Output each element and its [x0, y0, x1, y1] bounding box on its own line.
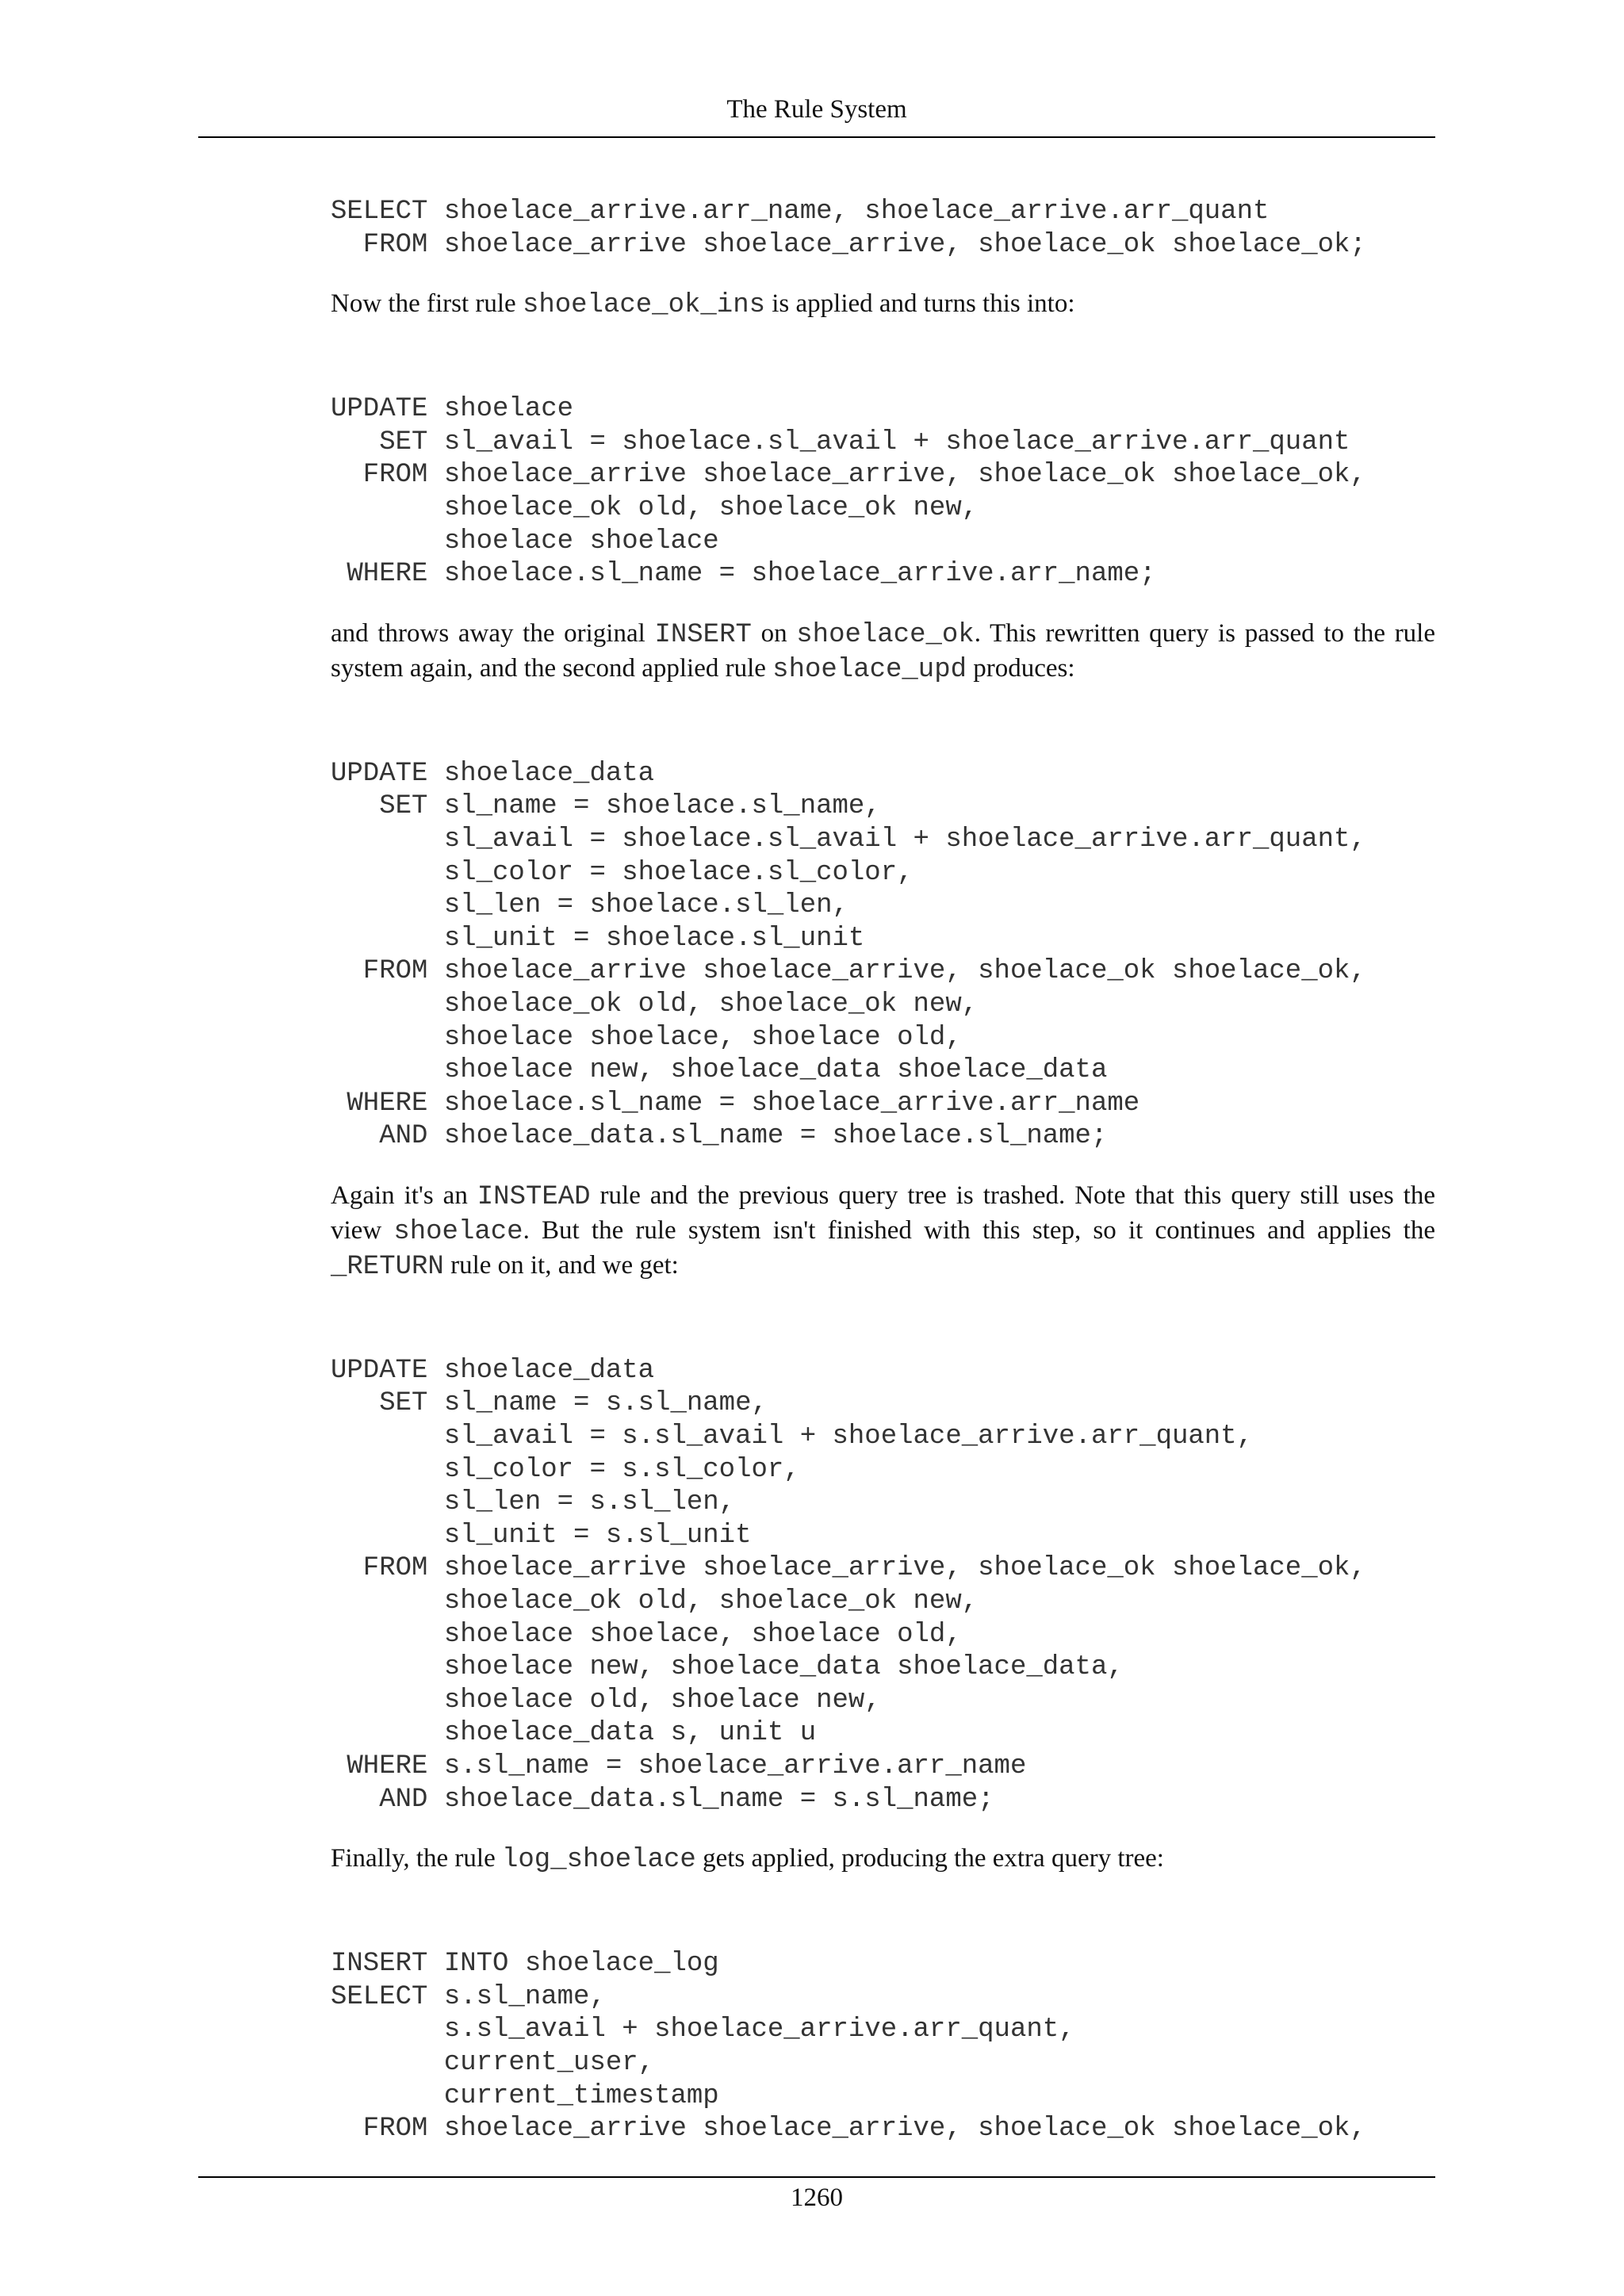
- spacer: [331, 591, 1435, 617]
- inline-code: INSTEAD: [477, 1181, 591, 1212]
- paragraph-instead-rule: [331, 1179, 1435, 1284]
- code-block-select: SELECT shoelace_arrive.arr_name, shoelace_arrive.arr_quant FROM shoelace_arrive shoelace_arrive, shoelace_ok shoelace_ok;: [331, 197, 1366, 260]
- paragraph-log-shoelace: [331, 1842, 1435, 1877]
- running-header: The Rule System: [726, 95, 907, 124]
- paragraph-text: rule and the previous query tree is trashed. Note that this query still uses the view: [331, 1181, 1435, 1245]
- paragraph-first-rule: [331, 287, 1435, 322]
- inline-code: shoelace_ok: [796, 619, 975, 650]
- spacer: [331, 1154, 1435, 1179]
- inline-code: log_shoelace: [501, 1845, 696, 1876]
- paragraph-text: Again it's an: [331, 1181, 477, 1210]
- spacer: [331, 1816, 1435, 1842]
- header-rule: [198, 136, 1435, 138]
- code-block-update-shoelace-data: UPDATE shoelace_data SET sl_name = shoelace.sl_name, sl_avail = shoelace.sl_avail + shoelace_arrive.arr_quant, sl_color = shoelace.sl_color, sl_len = shoelace.sl_len, sl_unit = shoelace.sl_unit FROM shoelace_arrive shoelace_arrive, shoelace_ok shoelace_ok, shoelace_ok old, shoelace_ok new, shoelace shoelace, shoelace old, shoelace new, shoelace_data shoelace_data WHERE shoelace.sl_name = shoelace_arrive.arr_name AND shoelace_data.sl_name = shoelace.sl_name;: [331, 758, 1366, 1152]
- paragraph-text: on: [751, 618, 797, 648]
- paragraph-text: gets applied, producing the extra query tree:: [695, 1844, 1164, 1873]
- paragraph-text: Now the first rule: [331, 289, 523, 319]
- paragraph-throws-away: [331, 617, 1435, 687]
- page-number: 1260: [791, 2183, 843, 2212]
- spacer: [331, 1877, 1435, 1948]
- paragraph-text: and throws away the original: [331, 618, 655, 648]
- code-block-insert-log: INSERT INTO shoelace_log SELECT s.sl_name, s.sl_avail + shoelace_arrive.arr_quant, current_user, current_timestamp FROM shoelace_arrive shoelace_arrive, shoelace_ok shoelace_ok,: [331, 1949, 1366, 2145]
- inline-code: shoelace: [393, 1216, 523, 1247]
- spacer: [331, 262, 1435, 287]
- inline-code: INSERT: [654, 619, 752, 650]
- paragraph-text: . But the rule system isn't finished with this step, so it continues and applies the: [523, 1215, 1435, 1245]
- inline-code: shoelace_upd: [772, 654, 967, 685]
- code-block-update-shoelace: UPDATE shoelace SET sl_avail = shoelace.sl_avail + shoelace_arrive.arr_quant FROM shoelace_arrive shoelace_arrive, shoelace_ok shoelace_ok, shoelace_ok old, shoelace_ok new, shoelace shoelace WHERE shoelace.sl_name = shoelace_arrive.arr_name;: [331, 394, 1366, 590]
- spacer: [331, 687, 1435, 758]
- paragraph-text: . This rewritten query is passed to the rule system again, and the second applied rule: [331, 618, 1435, 683]
- spacer: [331, 322, 1435, 393]
- inline-code: shoelace_ok_ins: [522, 290, 766, 321]
- paragraph-text: Finally, the rule: [331, 1844, 502, 1873]
- footer-rule: [198, 2176, 1435, 2178]
- paragraph-text: rule on it, and we get:: [443, 1250, 679, 1280]
- code-block-update-return: UPDATE shoelace_data SET sl_name = s.sl_name, sl_avail = s.sl_avail + shoelace_arrive.arr_quant, sl_color = s.sl_color, sl_len = s.sl_len, sl_unit = s.sl_unit FROM shoelace_arrive shoelace_arrive, shoelace_ok shoelace_ok, shoelace_ok old, shoelace_ok new, shoelace shoelace, shoelace old, shoelace new, shoelace_data shoelace_data, shoelace old, shoelace new, shoelace_data s, unit u WHERE s.sl_name = shoelace_arrive.arr_name AND shoelace_data.sl_name = s.sl_name;: [331, 1355, 1366, 1815]
- page-body: [331, 196, 1435, 2146]
- inline-code: _RETURN: [331, 1251, 444, 1282]
- spacer: [331, 1284, 1435, 1355]
- paragraph-text: produces:: [967, 653, 1075, 683]
- paragraph-text: is applied and turns this into:: [765, 289, 1075, 319]
